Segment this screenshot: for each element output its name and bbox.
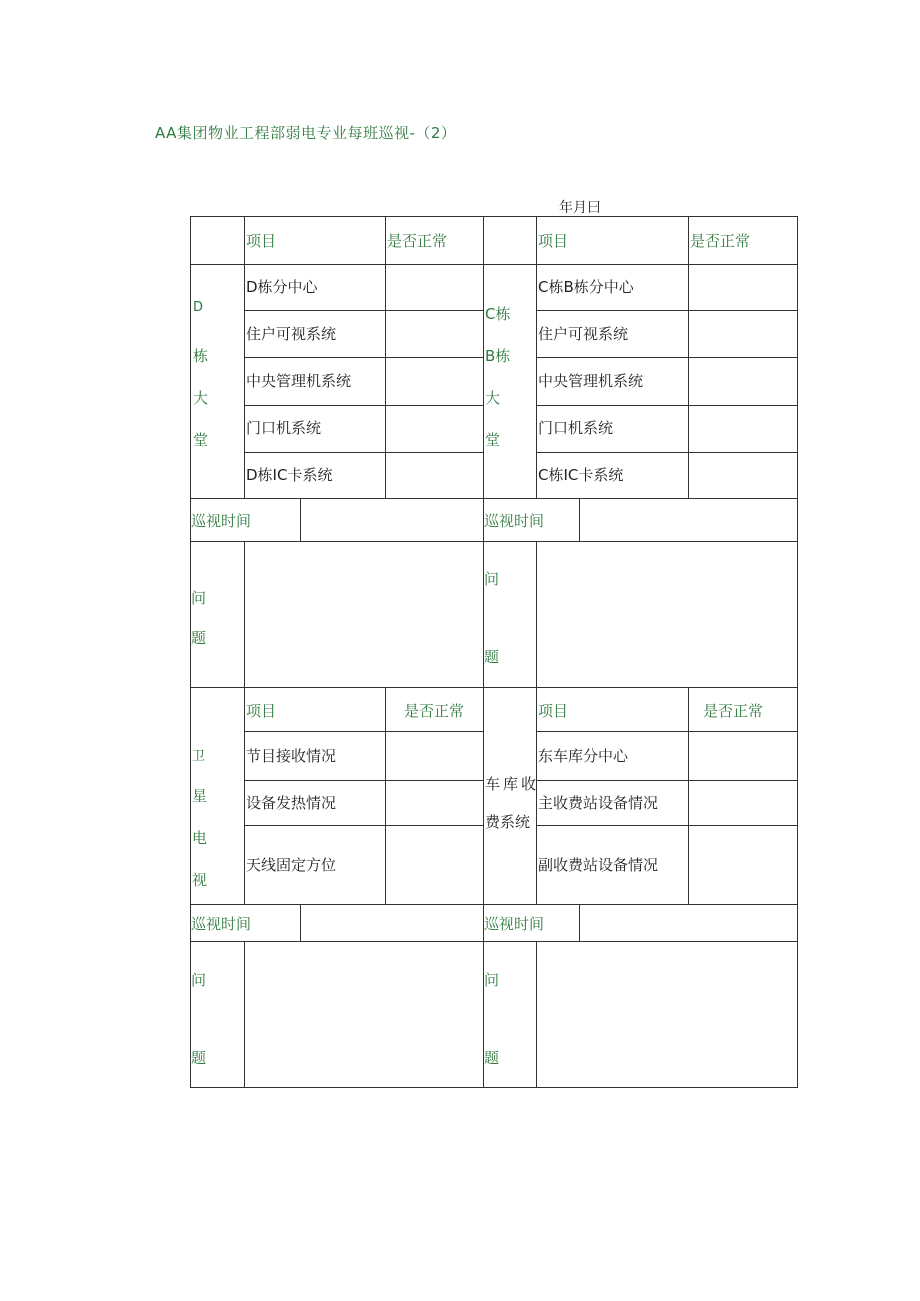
item-equipment-heat: 设备发热情况 (246, 794, 337, 812)
item-video-intercom-right: 住户可视系统 (538, 325, 629, 343)
header-item-left: 项目 (246, 232, 277, 250)
item-sub-toll-equipment: 副收费站设备情况 (538, 856, 659, 874)
date-label: 年月曰 (559, 200, 601, 216)
patrol-time-label-right-2: 巡视时间 (484, 915, 545, 933)
item-door-station: 门口机系统 (246, 419, 322, 437)
header-item-right-2: 项目 (538, 702, 569, 720)
item-central-mgmt: 中央管理机系统 (246, 372, 352, 390)
item-c-ic-card: C栋IC卡系统 (538, 466, 624, 484)
item-central-mgmt-right: 中央管理机系统 (538, 372, 644, 390)
patrol-time-label-left-1: 巡视时间 (191, 512, 252, 530)
patrol-time-label-right-1: 巡视时间 (484, 512, 545, 530)
page-title: AA集团物业工程部弱电专业每班巡视-（2） (155, 124, 457, 142)
item-antenna-orientation: 天线固定方位 (246, 856, 337, 874)
item-d-center: D栋分中心 (246, 278, 318, 296)
header-normal-right-2: 是否正常 (703, 702, 764, 720)
header-normal-right: 是否正常 (690, 232, 751, 250)
item-main-toll-equipment: 主收费站设备情况 (538, 794, 659, 812)
header-item-left-2: 项目 (246, 702, 277, 720)
item-d-ic-card: D栋IC卡系统 (246, 466, 333, 484)
header-normal-left: 是否正常 (387, 232, 448, 250)
header-normal-left-2: 是否正常 (404, 702, 465, 720)
header-item-right: 项目 (538, 232, 569, 250)
patrol-time-label-left-2: 巡视时间 (191, 915, 252, 933)
item-east-garage-center: 东车库分中心 (538, 747, 629, 765)
item-program-reception: 节目接收情况 (246, 747, 337, 765)
item-video-intercom: 住户可视系统 (246, 325, 337, 343)
item-door-station-right: 门口机系统 (538, 419, 614, 437)
item-cb-center: C栋B栋分中心 (538, 278, 634, 296)
